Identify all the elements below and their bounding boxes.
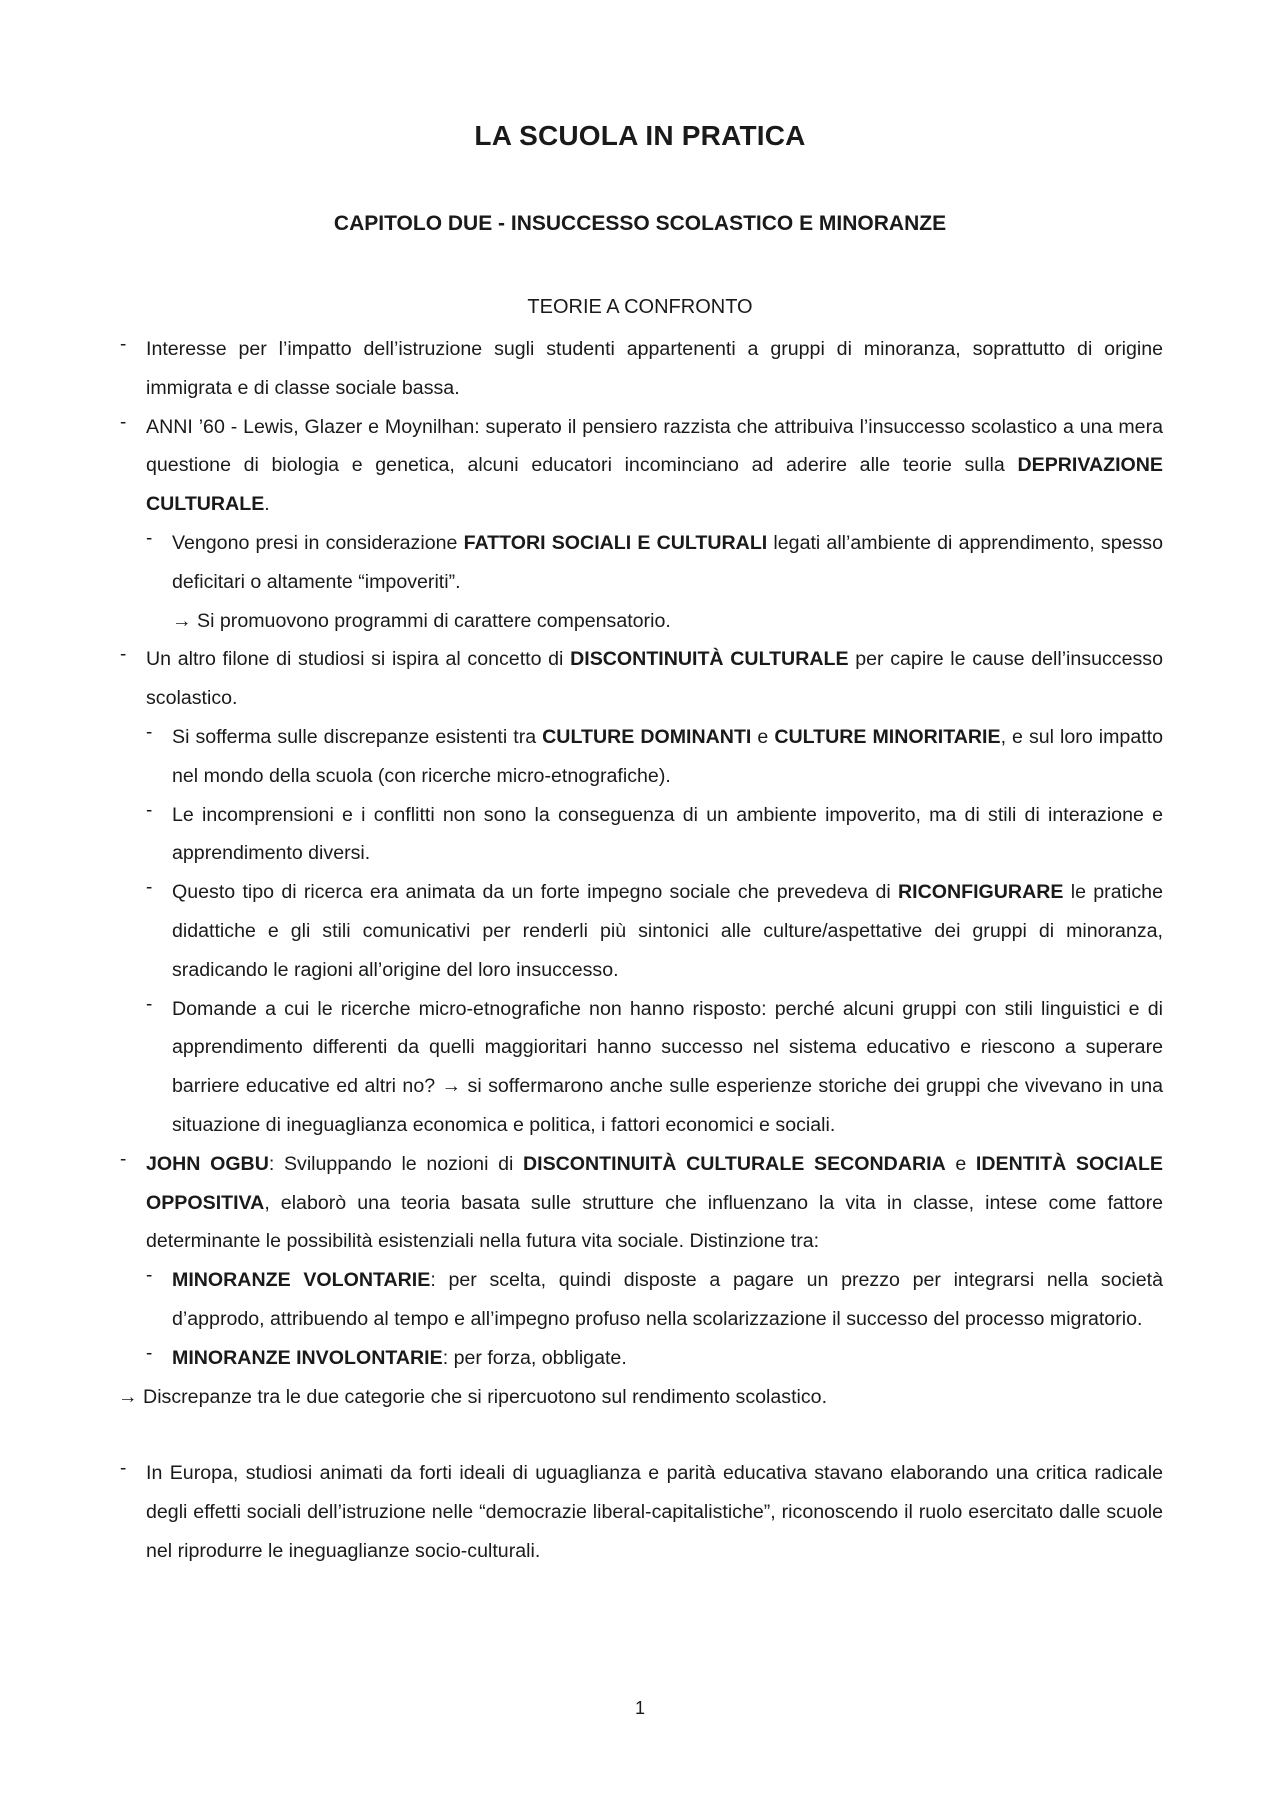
dash-bullet: - [146,527,153,549]
arrow-note [118,1378,1163,1417]
keyword: DISCONTINUITÀ CULTURALE SECONDARIA [522,1152,946,1175]
item-text: Un altro filone di studiosi si ispira al concetto di [146,648,571,671]
dash-bullet: - [120,1148,127,1170]
dash-bullet: - [120,644,127,666]
keyword: JOHN OGBU [146,1152,269,1175]
keyword: MINORANZE VOLONTARIE [172,1269,431,1292]
page-title: LA SCUOLA IN PRATICA [474,120,806,151]
arrow-icon: → [118,1385,138,1408]
item-text: e [945,1152,976,1175]
item-text: Interesse per l’impatto dell’istruzione sugli studenti appartenenti a gruppi di minoranza, soprattutto di origine immigrata e di classe sociale bassa. [146,338,1163,399]
arrow-icon: → [172,609,192,632]
sub-list-item [118,718,1163,796]
list-item [118,408,1163,524]
dash-bullet: - [120,334,127,355]
sub-list-item [118,796,1163,874]
item-text: : per forza, obbligate. [442,1346,627,1369]
dash-bullet: - [120,411,127,433]
keyword: CULTURE DOMINANTI [542,725,752,748]
document-body [118,330,1163,1571]
list-item [118,1454,1163,1570]
item-text: Questo tipo di ricerca era animata da un forte impegno sociale che prevedeva di [172,881,898,904]
item-text: Si sofferma sulle discrepanze esistenti tra [172,725,543,748]
spacer [118,1416,1163,1454]
item-text: : per scelta, quindi disposte a pagare un prezzo per integrarsi nella società d’approdo, attribuendo al tempo e all’impegno profuso nella scolarizzazione il successo del processo migratorio. [172,1269,1163,1330]
arrow-note [118,602,1163,641]
keyword: FATTORI SOCIALI E CULTURALI [463,531,768,554]
item-text: Discrepanze tra le due categorie che si ripercuotono sul rendimento scolastico. [143,1385,828,1408]
item-text: , elaborò una teoria basata sulle strutture che influenzano la vita in classe, intese come fattore determinante le possibilità esistenziali nella futura vita sociale. Distinzione tra: [146,1191,1163,1253]
dash-bullet: - [146,877,153,899]
dash-bullet: - [146,993,153,1015]
keyword: IDENTITÀ SOCIALE OPPOSITIVA [146,1152,1163,1214]
item-text: per capire le cause dell’insuccesso scolastico. [146,648,1163,710]
keyword: RICONFIGURARE [898,881,1064,904]
item-text: In Europa, studiosi animati da forti ideali di uguaglianza e parità educativa stavano elaborando una critica radicale degli effetti sociali dell’istruzione nelle “democrazie liberal-capitalistiche”, riconoscendo il ruolo esercitato dalle scuole nel riprodurre le ineguaglianze socio-culturali. [146,1462,1163,1562]
sub-list-item [118,1339,1163,1378]
item-text: Domande a cui le ricerche micro-etnografiche non hanno risposto: perché alcuni gruppi con stili linguistici e di apprendimento differenti da quelli maggioritari hanno successo nel sistema educativo e riescono a superare barriere educative ed altri no? → si soffermarono anche sulle esperienze storiche dei gruppi che vivevano in una situazione di ineguaglianza economica e politica, i fattori economici e sociali. [172,997,1163,1136]
list-item [118,640,1163,718]
section-heading: TEORIE A CONFRONTO [527,296,753,318]
item-text: Si promuovono programmi di carattere compensatorio. [197,609,671,632]
dash-bullet: - [120,1458,127,1480]
item-text: : Sviluppando le nozioni di [268,1152,523,1175]
item-text: . [264,493,270,516]
dash-bullet: - [146,1342,153,1364]
keyword: DEPRIVAZIONE CULTURALE [146,454,1163,516]
item-text: , e sul loro impatto nel mondo della scuola (con ricerche micro-etnografiche). [172,725,1163,787]
keyword: DISCONTINUITÀ CULTURALE [570,648,849,671]
dash-bullet: - [146,721,153,743]
item-text: le pratiche didattiche e gli stili comunicativi per renderli più sintonici alle culture/aspettative dei gruppi di minoranza, sradicando le ragioni all’origine del loro insuccesso. [172,881,1163,981]
sub-list-item [118,1261,1163,1339]
list-item [118,1145,1163,1261]
item-text: ANNI ’60 - Lewis, Glazer e Moynilhan: superato il pensiero razzista che attribuiva l’insuccesso scolastico a una mera questione di biologia e genetica, alcuni educatori incominciano ad aderire alle teorie sulla [146,415,1163,477]
keyword: MINORANZE INVOLONTARIE [172,1346,443,1369]
keyword: CULTURE MINORITARIE [774,725,1001,748]
chapter-title: CAPITOLO DUE - INSUCCESSO SCOLASTICO E MINORANZE [333,212,947,235]
item-text: Vengono presi in considerazione [172,531,464,554]
list-item [118,330,1163,408]
item-text: legati all’ambiente di apprendimento, spesso deficitari o altamente “impoveriti”. [172,531,1163,593]
item-text: e [751,725,775,748]
dash-bullet: - [146,1265,153,1287]
sub-list-item [118,990,1163,1145]
item-text: Le incomprensioni e i conflitti non sono la conseguenza di un ambiente impoverito, ma di stili di interazione e apprendimento diversi. [172,803,1163,865]
sub-list-item [118,524,1163,602]
sub-list-item [118,873,1163,989]
dash-bullet: - [146,799,153,821]
page-number: 1 [634,1698,645,1718]
